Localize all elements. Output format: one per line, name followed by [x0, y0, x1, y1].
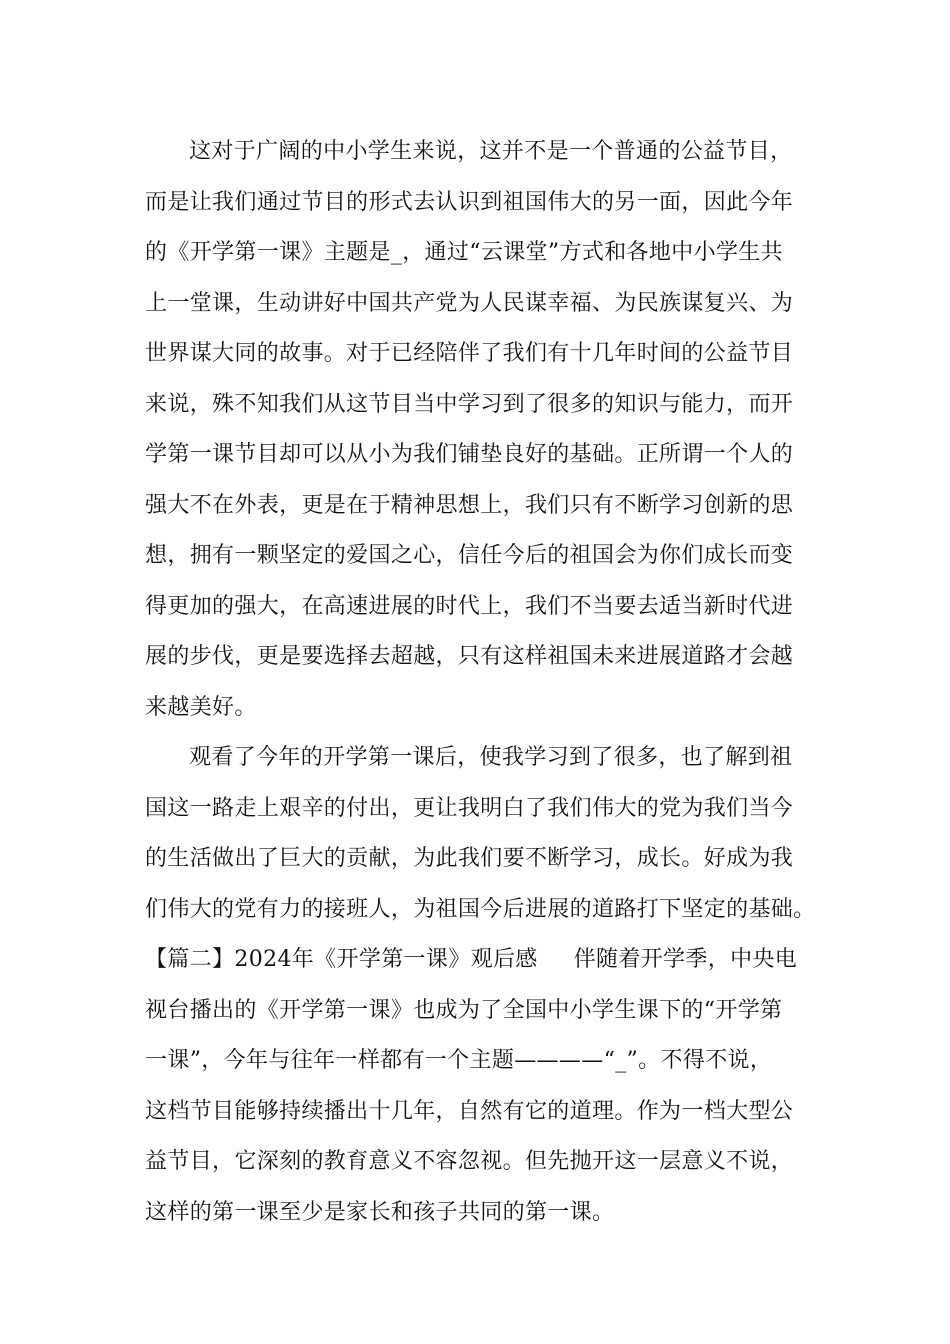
paragraph-line: 益节目，它深刻的教育意义不容忽视。但先抛开这一层意义不说，	[145, 1149, 794, 1174]
paragraph-line: 上一堂课，生动讲好中国共产党为人民谋幸福、为民族谋复兴、为	[145, 290, 794, 316]
paragraph-line: 学第一课节目却可以从小为我们铺垫良好的基础。正所谓一个人的	[145, 442, 794, 467]
paragraph-line: 强大不在外表，更是在于精神思想上，我们只有不断学习创新的思	[145, 492, 794, 518]
paragraph-line: 这对于广阔的中小学生来说，这并不是一个普通的公益节目，	[189, 139, 793, 164]
paragraph-line: 的《开学第一课》主题是_，通过“云课堂”方式和各地中小学生共	[145, 240, 783, 265]
paragraph-1	[145, 127, 805, 733]
document-page	[145, 127, 816, 1238]
paragraph-line: 想，拥有一颗坚定的爱国之心，信任今后的祖国会为你们成长而变	[145, 543, 794, 568]
paragraph-line: 这档节目能够持续播出十几年，自然有它的道理。作为一档大型公	[145, 1098, 794, 1124]
paragraph-line: 而是让我们通过节目的形式去认识到祖国伟大的另一面，因此今年	[145, 189, 794, 215]
paragraph-line: 一课”，今年与往年一样都有一个主题————“_”。不得不说，	[145, 1048, 773, 1073]
section-heading-line	[145, 935, 805, 986]
paragraph-line: 视台播出的《开学第一课》也成为了全国中小学生课下的“开学第	[145, 997, 783, 1023]
paragraph-2	[145, 733, 816, 935]
paragraph-line: 展的步伐，更是要选择去超越，只有这样祖国未来进展道路才会越	[145, 644, 794, 669]
paragraph-line: 们伟大的党有力的接班人，为祖国今后进展的道路打下坚定的基础。	[145, 896, 816, 922]
paragraph-line: 来说，殊不知我们从这节目当中学习到了很多的知识与能力，而开	[145, 391, 794, 417]
paragraph-line: 国这一路走上艰辛的付出，更让我明白了我们伟大的党为我们当今	[145, 795, 794, 821]
section-2	[145, 935, 805, 1238]
paragraph-line: 来越美好。	[145, 694, 257, 720]
paragraph-line: 的生活做出了巨大的贡献，为此我们要不断学习，成长。好成为我	[145, 846, 794, 871]
paragraph-line: 观看了今年的开学第一课后，使我学习到了很多，也了解到祖	[189, 745, 793, 770]
section-first-line-text: 伴随着开学季，中央电	[573, 947, 798, 972]
paragraph-line: 世界谋大同的故事。对于已经陪伴了我们有十几年时间的公益节目	[145, 341, 794, 366]
section-heading: 【篇二】2024年《开学第一课》观后感	[145, 947, 538, 972]
paragraph-line: 得更加的强大，在高速进展的时代上，我们不当要去适当新时代进	[145, 593, 794, 619]
paragraph-line: 这样的第一课至少是家长和孩子共同的第一课。	[145, 1199, 615, 1225]
